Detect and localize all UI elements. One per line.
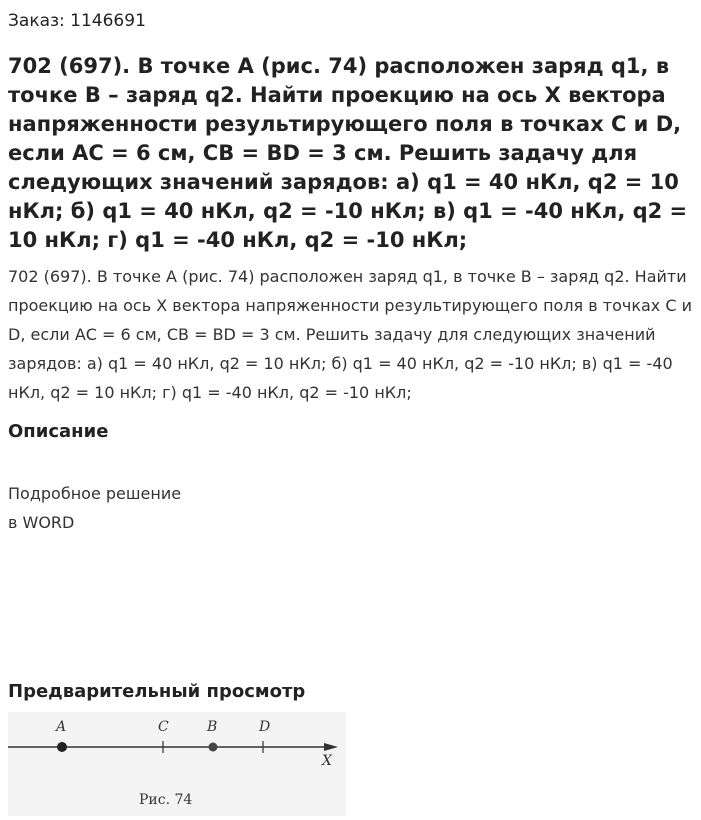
x-axis-arrow-icon [324,743,338,751]
figure-caption: Рис. 74 [139,792,193,808]
charge-b-dot [209,743,218,752]
figure-diagram [8,712,346,816]
point-label-d: D [259,719,271,735]
order-number: Заказ: 1146691 [8,11,146,31]
description-heading: Описание [8,421,109,442]
preview-figure [8,712,346,816]
point-label-b: B [207,719,218,735]
task-text: 702 (697). В точке А (рис. 74) расположен заряд q1, в точке В – заряд q2. Найти проекцию на ось X вектора напряженности результирующего поля в точках С и D, если АС = 6 см, СВ = BD = 3 см. Решить задачу для следующих значений зарядов: а) q1 = 40 нКл, q2 = 10 нКл; б) q1 = 40 нКл, q2 = -10 нКл; в) q1 = -40 нКл, q2 = 10 нКл; г) q1 = -40 нКл, q2 = -10 нКл; [8,267,693,402]
point-label-a: A [56,719,67,735]
description-line: Подробное решение [8,484,182,503]
axis-label-x: X [322,753,332,769]
preview-heading: Предварительный просмотр [8,681,306,702]
description-body [8,479,181,537]
charge-a-dot [57,742,67,752]
description-line: в WORD [8,513,75,532]
point-label-c: C [158,719,169,735]
task-title: 702 (697). В точке А (рис. 74) расположен заряд q1, в точке В – заряд q2. Найти проекцию на ось X вектора напряженности результирующего поля в точках С и D, если АС = 6 см, СВ = BD = 3 см. Решить задачу для следующих значений зарядов: а) q1 = 40 нКл, q2 = 10 нКл; б) q1 = 40 нКл, q2 = -10 нКл; в) q1 = -40 нКл, q2 = 10 нКл; г) q1 = -40 нКл, q2 = -10 нКл; [8,54,688,252]
